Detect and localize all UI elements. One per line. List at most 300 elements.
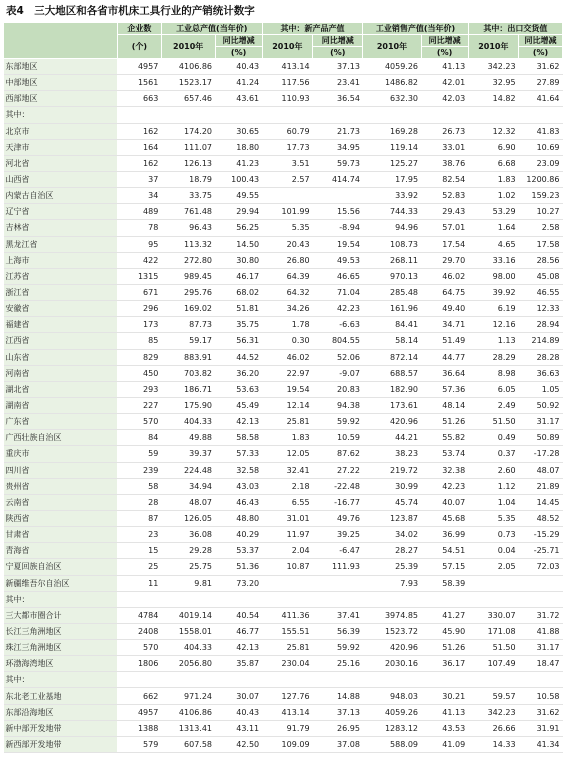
value-cell: 174.20 bbox=[161, 123, 215, 139]
value-cell: 111.93 bbox=[313, 559, 363, 575]
value-cell: 1388 bbox=[117, 720, 161, 736]
value-cell: -22.48 bbox=[313, 478, 363, 494]
empty-cell bbox=[519, 591, 563, 607]
empty-cell bbox=[313, 672, 363, 688]
empty-cell bbox=[421, 591, 468, 607]
value-cell: 4.65 bbox=[468, 236, 518, 252]
value-cell: 107.49 bbox=[468, 656, 518, 672]
value-cell: 2408 bbox=[117, 623, 161, 639]
value-cell: 42.23 bbox=[313, 301, 363, 317]
value-cell: 59.92 bbox=[313, 640, 363, 656]
value-cell: 43.53 bbox=[421, 720, 468, 736]
value-cell: 6.55 bbox=[262, 494, 312, 510]
value-cell: 989.45 bbox=[161, 268, 215, 284]
empty-cell bbox=[313, 107, 363, 123]
value-cell: 42.13 bbox=[215, 640, 262, 656]
table-row bbox=[4, 381, 563, 397]
value-cell: 50.92 bbox=[519, 397, 563, 413]
value-cell: 1313.41 bbox=[161, 720, 215, 736]
value-cell: 113.32 bbox=[161, 236, 215, 252]
value-cell: 58.39 bbox=[421, 575, 468, 591]
empty-cell bbox=[117, 672, 161, 688]
value-cell: 32.41 bbox=[262, 462, 312, 478]
value-cell: 123.87 bbox=[363, 510, 421, 526]
table-row bbox=[4, 333, 563, 349]
value-cell: 268.11 bbox=[363, 252, 421, 268]
empty-cell bbox=[117, 107, 161, 123]
table-row bbox=[4, 139, 563, 155]
value-cell: 64.75 bbox=[421, 284, 468, 300]
value-cell: 42.23 bbox=[421, 478, 468, 494]
value-cell: 28.27 bbox=[363, 543, 421, 559]
value-cell: 239 bbox=[117, 462, 161, 478]
region-name: 安徽省 bbox=[4, 301, 118, 317]
value-cell: 971.24 bbox=[161, 688, 215, 704]
value-cell: 28.94 bbox=[519, 317, 563, 333]
header-yoy: 同比增减 bbox=[421, 35, 468, 47]
value-cell: 48.07 bbox=[519, 462, 563, 478]
value-cell: 48.14 bbox=[421, 397, 468, 413]
value-cell: 25.75 bbox=[161, 559, 215, 575]
value-cell: 413.14 bbox=[262, 704, 312, 720]
section-label: 其中： bbox=[4, 591, 118, 607]
region-name: 浙江省 bbox=[4, 284, 118, 300]
value-cell: 1.78 bbox=[262, 317, 312, 333]
table-row bbox=[4, 204, 563, 220]
value-cell: 420.96 bbox=[363, 640, 421, 656]
value-cell: 59.92 bbox=[313, 414, 363, 430]
table-row bbox=[4, 462, 563, 478]
value-cell: 32.95 bbox=[468, 75, 518, 91]
table-row bbox=[4, 91, 563, 107]
value-cell: 164 bbox=[117, 139, 161, 155]
value-cell: 119.14 bbox=[363, 139, 421, 155]
region-name: 广东省 bbox=[4, 414, 118, 430]
value-cell: 36.64 bbox=[421, 365, 468, 381]
table-row bbox=[4, 236, 563, 252]
value-cell: 111.07 bbox=[161, 139, 215, 155]
empty-cell bbox=[519, 107, 563, 123]
value-cell: 21.73 bbox=[313, 123, 363, 139]
value-cell: 53.63 bbox=[215, 381, 262, 397]
value-cell: 98.00 bbox=[468, 268, 518, 284]
table-row bbox=[4, 704, 563, 720]
value-cell: 632.30 bbox=[363, 91, 421, 107]
region-name: 天津市 bbox=[4, 139, 118, 155]
value-cell: 51.50 bbox=[468, 414, 518, 430]
table-row bbox=[4, 543, 563, 559]
value-cell: 4019.14 bbox=[161, 607, 215, 623]
value-cell: 87.62 bbox=[313, 446, 363, 462]
value-cell: 26.80 bbox=[262, 252, 312, 268]
value-cell: 411.36 bbox=[262, 607, 312, 623]
value-cell: 94.96 bbox=[363, 220, 421, 236]
region-name: 宁夏回族自治区 bbox=[4, 559, 118, 575]
value-cell: 671 bbox=[117, 284, 161, 300]
value-cell: 41.23 bbox=[215, 155, 262, 171]
value-cell: 49.40 bbox=[421, 301, 468, 317]
value-cell: 34.94 bbox=[161, 478, 215, 494]
value-cell: 227 bbox=[117, 397, 161, 413]
table-row bbox=[4, 397, 563, 413]
empty-cell bbox=[519, 672, 563, 688]
value-cell: 42.13 bbox=[215, 414, 262, 430]
value-cell: 182.90 bbox=[363, 381, 421, 397]
value-cell: 84.41 bbox=[363, 317, 421, 333]
value-cell: 295.76 bbox=[161, 284, 215, 300]
empty-cell bbox=[421, 672, 468, 688]
value-cell: 96.43 bbox=[161, 220, 215, 236]
value-cell bbox=[262, 575, 312, 591]
value-cell: 2.57 bbox=[262, 171, 312, 187]
region-name: 三大都市圈合计 bbox=[4, 607, 118, 623]
value-cell: 17.54 bbox=[421, 236, 468, 252]
value-cell: 230.04 bbox=[262, 656, 312, 672]
value-cell: 2.04 bbox=[262, 543, 312, 559]
value-cell: 41.34 bbox=[519, 736, 563, 752]
region-name: 四川省 bbox=[4, 462, 118, 478]
value-cell: 29.28 bbox=[161, 543, 215, 559]
value-cell: 49.55 bbox=[215, 188, 262, 204]
region-name: 黑龙江省 bbox=[4, 236, 118, 252]
value-cell: 25.16 bbox=[313, 656, 363, 672]
value-cell: 71.04 bbox=[313, 284, 363, 300]
value-cell: 43.03 bbox=[215, 478, 262, 494]
table-row bbox=[4, 123, 563, 139]
value-cell: 1.04 bbox=[468, 494, 518, 510]
value-cell: 33.92 bbox=[363, 188, 421, 204]
value-cell: 10.87 bbox=[262, 559, 312, 575]
value-cell: 1806 bbox=[117, 656, 161, 672]
value-cell: 34.71 bbox=[421, 317, 468, 333]
value-cell: 161.96 bbox=[363, 301, 421, 317]
value-cell: 36.20 bbox=[215, 365, 262, 381]
value-cell: 55.82 bbox=[421, 430, 468, 446]
section-label: 其中： bbox=[4, 672, 118, 688]
value-cell: 285.48 bbox=[363, 284, 421, 300]
value-cell: 49.76 bbox=[313, 510, 363, 526]
value-cell: 58.14 bbox=[363, 333, 421, 349]
table-row bbox=[4, 736, 563, 752]
value-cell: 19.54 bbox=[313, 236, 363, 252]
value-cell: 41.64 bbox=[519, 91, 563, 107]
value-cell: 12.16 bbox=[468, 317, 518, 333]
value-cell: 6.19 bbox=[468, 301, 518, 317]
value-cell: 663 bbox=[117, 91, 161, 107]
value-cell: 155.51 bbox=[262, 623, 312, 639]
value-cell: 1.12 bbox=[468, 478, 518, 494]
value-cell: -6.63 bbox=[313, 317, 363, 333]
value-cell: 35.87 bbox=[215, 656, 262, 672]
table-row bbox=[4, 559, 563, 575]
value-cell: 11.97 bbox=[262, 527, 312, 543]
value-cell: 41.13 bbox=[421, 704, 468, 720]
value-cell: 579 bbox=[117, 736, 161, 752]
value-cell: 46.02 bbox=[262, 349, 312, 365]
value-cell: 36.08 bbox=[161, 527, 215, 543]
value-cell: 2056.80 bbox=[161, 656, 215, 672]
value-cell: 59.17 bbox=[161, 333, 215, 349]
value-cell: -9.07 bbox=[313, 365, 363, 381]
value-cell: 60.79 bbox=[262, 123, 312, 139]
value-cell: 56.31 bbox=[215, 333, 262, 349]
value-cell: 1523.17 bbox=[161, 75, 215, 91]
region-name: 山西省 bbox=[4, 171, 118, 187]
value-cell: 159.23 bbox=[519, 188, 563, 204]
value-cell: 3.51 bbox=[262, 155, 312, 171]
value-cell: 12.05 bbox=[262, 446, 312, 462]
value-cell: 1.05 bbox=[519, 381, 563, 397]
value-cell: 53.29 bbox=[468, 204, 518, 220]
value-cell: 41.27 bbox=[421, 607, 468, 623]
value-cell: 94.38 bbox=[313, 397, 363, 413]
value-cell: 1315 bbox=[117, 268, 161, 284]
empty-cell bbox=[468, 107, 518, 123]
region-name: 东部沿海地区 bbox=[4, 704, 118, 720]
value-cell: 33.16 bbox=[468, 252, 518, 268]
value-cell: 78 bbox=[117, 220, 161, 236]
value-cell: -15.29 bbox=[519, 527, 563, 543]
table-row bbox=[4, 575, 563, 591]
value-cell: 422 bbox=[117, 252, 161, 268]
value-cell: 44.77 bbox=[421, 349, 468, 365]
value-cell: 883.91 bbox=[161, 349, 215, 365]
region-name: 东北老工业基地 bbox=[4, 688, 118, 704]
empty-cell bbox=[215, 672, 262, 688]
value-cell: 10.27 bbox=[519, 204, 563, 220]
value-cell: 404.33 bbox=[161, 414, 215, 430]
stats-table bbox=[3, 22, 563, 753]
value-cell: 48.80 bbox=[215, 510, 262, 526]
value-cell: 39.92 bbox=[468, 284, 518, 300]
value-cell: 10.59 bbox=[313, 430, 363, 446]
table-row bbox=[4, 414, 563, 430]
value-cell: 28.29 bbox=[468, 349, 518, 365]
value-cell: 0.04 bbox=[468, 543, 518, 559]
value-cell: 2.60 bbox=[468, 462, 518, 478]
value-cell: 744.33 bbox=[363, 204, 421, 220]
value-cell: 169.02 bbox=[161, 301, 215, 317]
value-cell: 34.95 bbox=[313, 139, 363, 155]
empty-cell bbox=[363, 107, 421, 123]
value-cell: 33.75 bbox=[161, 188, 215, 204]
table-row bbox=[4, 478, 563, 494]
value-cell: 7.93 bbox=[363, 575, 421, 591]
value-cell: 54.51 bbox=[421, 543, 468, 559]
value-cell: 214.89 bbox=[519, 333, 563, 349]
value-cell: 100.43 bbox=[215, 171, 262, 187]
value-cell: 25.81 bbox=[262, 414, 312, 430]
value-cell: 34.02 bbox=[363, 527, 421, 543]
value-cell: 272.80 bbox=[161, 252, 215, 268]
value-cell: 29.94 bbox=[215, 204, 262, 220]
empty-cell bbox=[215, 107, 262, 123]
header-year: 2010年 bbox=[262, 35, 312, 59]
region-name: 长江三角洲地区 bbox=[4, 623, 118, 639]
region-name: 新中部开发地带 bbox=[4, 720, 118, 736]
value-cell: 32.38 bbox=[421, 462, 468, 478]
region-name: 西部地区 bbox=[4, 91, 118, 107]
value-cell: 1.13 bbox=[468, 333, 518, 349]
table-row bbox=[4, 220, 563, 236]
table-row bbox=[4, 446, 563, 462]
value-cell: 40.29 bbox=[215, 527, 262, 543]
value-cell: 14.50 bbox=[215, 236, 262, 252]
value-cell: 28.28 bbox=[519, 349, 563, 365]
header-total-output: 工业总产值(当年价) bbox=[161, 23, 262, 35]
value-cell: 56.25 bbox=[215, 220, 262, 236]
value-cell: 28 bbox=[117, 494, 161, 510]
value-cell: 34 bbox=[117, 188, 161, 204]
value-cell: 41.83 bbox=[519, 123, 563, 139]
value-cell: 14.88 bbox=[313, 688, 363, 704]
value-cell: -17.28 bbox=[519, 446, 563, 462]
table-row bbox=[4, 252, 563, 268]
region-name: 上海市 bbox=[4, 252, 118, 268]
table-row bbox=[4, 317, 563, 333]
value-cell: 2.18 bbox=[262, 478, 312, 494]
value-cell: 10.69 bbox=[519, 139, 563, 155]
region-name: 广西壮族自治区 bbox=[4, 430, 118, 446]
value-cell: 39.37 bbox=[161, 446, 215, 462]
value-cell: 14.33 bbox=[468, 736, 518, 752]
value-cell: 58 bbox=[117, 478, 161, 494]
value-cell: 12.14 bbox=[262, 397, 312, 413]
value-cell: 40.07 bbox=[421, 494, 468, 510]
table-row bbox=[4, 688, 563, 704]
value-cell: 35.75 bbox=[215, 317, 262, 333]
region-name: 吉林省 bbox=[4, 220, 118, 236]
value-cell: 51.49 bbox=[421, 333, 468, 349]
value-cell: 46.17 bbox=[215, 268, 262, 284]
value-cell: 296 bbox=[117, 301, 161, 317]
table-body bbox=[4, 59, 563, 753]
table-row bbox=[4, 155, 563, 171]
region-name: 福建省 bbox=[4, 317, 118, 333]
value-cell: 688.57 bbox=[363, 365, 421, 381]
value-cell: 6.05 bbox=[468, 381, 518, 397]
value-cell: 49.88 bbox=[161, 430, 215, 446]
value-cell: 43.61 bbox=[215, 91, 262, 107]
value-cell: 12.33 bbox=[519, 301, 563, 317]
empty-cell bbox=[468, 672, 518, 688]
value-cell: 4106.86 bbox=[161, 59, 215, 75]
value-cell: 29.43 bbox=[421, 204, 468, 220]
value-cell: 1.64 bbox=[468, 220, 518, 236]
region-name: 河北省 bbox=[4, 155, 118, 171]
region-name: 江苏省 bbox=[4, 268, 118, 284]
region-name: 贵州省 bbox=[4, 478, 118, 494]
value-cell: 53.74 bbox=[421, 446, 468, 462]
value-cell: 9.81 bbox=[161, 575, 215, 591]
value-cell: 43.11 bbox=[215, 720, 262, 736]
header-pct: (%) bbox=[519, 47, 563, 59]
section-label: 其中： bbox=[4, 107, 118, 123]
table-title: 表4 三大地区和各省市机床工具行业的产销统计数字 bbox=[6, 5, 255, 17]
value-cell: 2.49 bbox=[468, 397, 518, 413]
value-cell: 87.73 bbox=[161, 317, 215, 333]
value-cell: 5.35 bbox=[468, 510, 518, 526]
value-cell: 95 bbox=[117, 236, 161, 252]
header-new-product: 其中：新产品产值 bbox=[262, 23, 363, 35]
value-cell: 26.66 bbox=[468, 720, 518, 736]
value-cell: 56.39 bbox=[313, 623, 363, 639]
table-row bbox=[4, 59, 563, 75]
region-name: 湖北省 bbox=[4, 381, 118, 397]
value-cell: 125.27 bbox=[363, 155, 421, 171]
value-cell: 186.71 bbox=[161, 381, 215, 397]
value-cell: 127.76 bbox=[262, 688, 312, 704]
value-cell: 87 bbox=[117, 510, 161, 526]
value-cell: 38.23 bbox=[363, 446, 421, 462]
header-sales-output: 工业销售产值(当年价) bbox=[363, 23, 468, 35]
value-cell: 51.81 bbox=[215, 301, 262, 317]
value-cell: 41.24 bbox=[215, 75, 262, 91]
value-cell: 5.35 bbox=[262, 220, 312, 236]
value-cell: 23.41 bbox=[313, 75, 363, 91]
value-cell: 68.02 bbox=[215, 284, 262, 300]
value-cell: 45.74 bbox=[363, 494, 421, 510]
table-row bbox=[4, 188, 563, 204]
value-cell: 34.26 bbox=[262, 301, 312, 317]
region-name: 湖南省 bbox=[4, 397, 118, 413]
header-count: 企业数 bbox=[117, 23, 161, 35]
value-cell: 14.82 bbox=[468, 91, 518, 107]
table-row bbox=[4, 349, 563, 365]
value-cell: 607.58 bbox=[161, 736, 215, 752]
table-row bbox=[4, 527, 563, 543]
value-cell: 27.22 bbox=[313, 462, 363, 478]
value-cell: 37 bbox=[117, 171, 161, 187]
empty-cell bbox=[363, 591, 421, 607]
value-cell: 46.02 bbox=[421, 268, 468, 284]
value-cell: 36.63 bbox=[519, 365, 563, 381]
region-name: 陕西省 bbox=[4, 510, 118, 526]
value-cell: 101.99 bbox=[262, 204, 312, 220]
value-cell: 36.17 bbox=[421, 656, 468, 672]
value-cell: 169.28 bbox=[363, 123, 421, 139]
value-cell: 108.73 bbox=[363, 236, 421, 252]
region-name: 河南省 bbox=[4, 365, 118, 381]
empty-cell bbox=[161, 672, 215, 688]
value-cell: 23 bbox=[117, 527, 161, 543]
value-cell: 30.07 bbox=[215, 688, 262, 704]
value-cell: 126.05 bbox=[161, 510, 215, 526]
empty-cell bbox=[468, 591, 518, 607]
value-cell: 84 bbox=[117, 430, 161, 446]
value-cell: 15 bbox=[117, 543, 161, 559]
value-cell: 37.41 bbox=[313, 607, 363, 623]
section-label-row bbox=[4, 107, 563, 123]
value-cell: 413.14 bbox=[262, 59, 312, 75]
value-cell: 970.13 bbox=[363, 268, 421, 284]
value-cell: 45.68 bbox=[421, 510, 468, 526]
value-cell: 37.13 bbox=[313, 704, 363, 720]
value-cell: 4784 bbox=[117, 607, 161, 623]
value-cell bbox=[262, 188, 312, 204]
value-cell: 588.09 bbox=[363, 736, 421, 752]
value-cell: 30.99 bbox=[363, 478, 421, 494]
value-cell: 64.32 bbox=[262, 284, 312, 300]
value-cell: 657.46 bbox=[161, 91, 215, 107]
header-yoy: 同比增减 bbox=[519, 35, 563, 47]
value-cell: 91.79 bbox=[262, 720, 312, 736]
value-cell: 570 bbox=[117, 640, 161, 656]
value-cell: 2.58 bbox=[519, 220, 563, 236]
value-cell: -16.77 bbox=[313, 494, 363, 510]
empty-cell bbox=[363, 672, 421, 688]
value-cell: 1200.86 bbox=[519, 171, 563, 187]
